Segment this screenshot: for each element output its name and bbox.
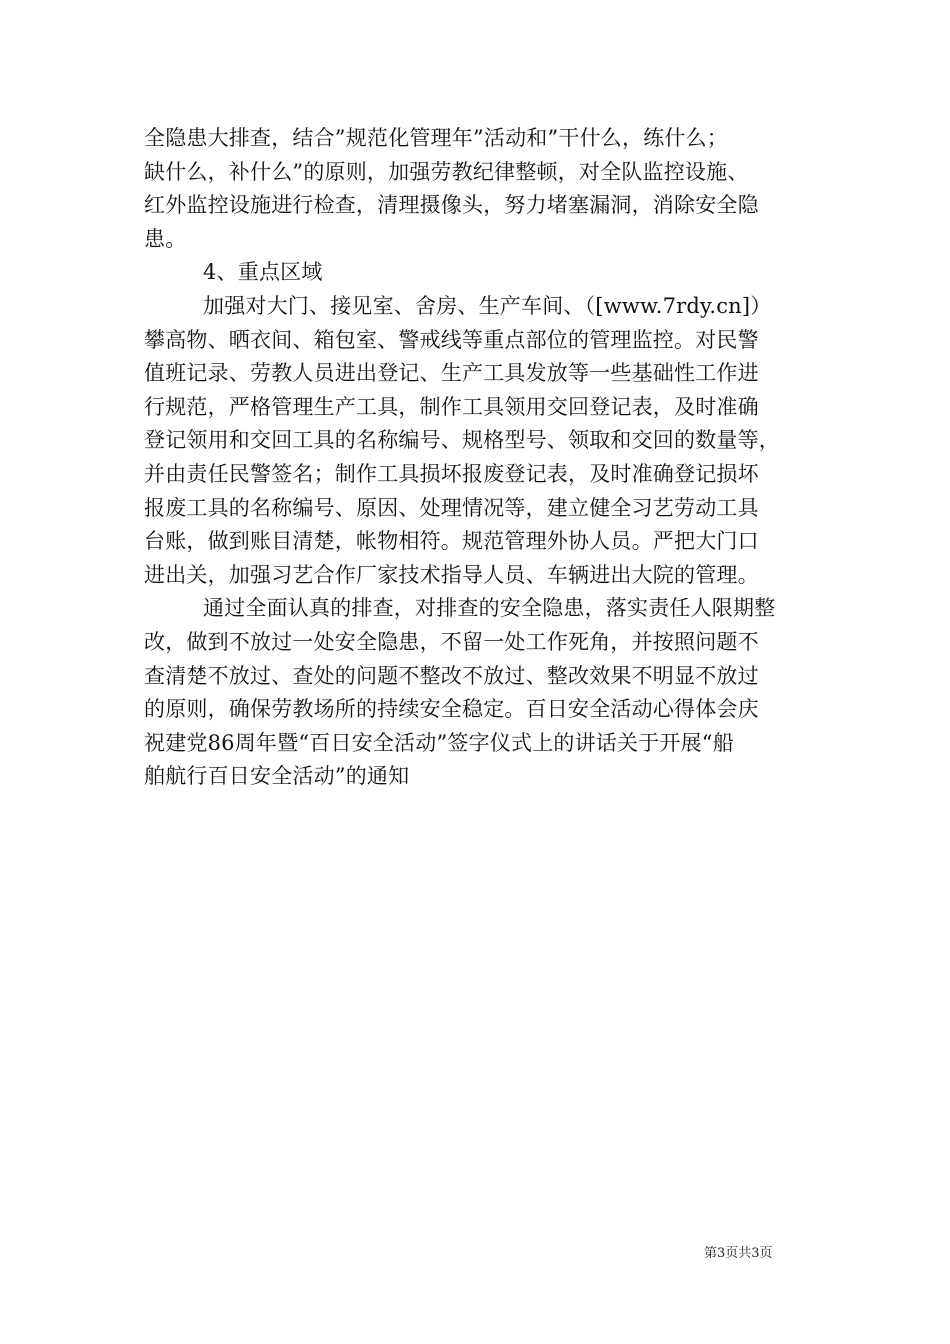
text-line-18: 的原则，确保劳教场所的持续安全稳定。百日安全活动心得体会庆 xyxy=(144,697,759,722)
text-line-17: 查清楚不放过、查处的问题不整改不放过、整改效果不明显不放过 xyxy=(144,663,759,688)
page-number: 第3页共3页 xyxy=(704,1246,773,1261)
text-line-19: 祝建党86周年暨“百日安全活动”签字仪式上的讲话关于开展“船 xyxy=(144,730,734,755)
text-line-8: 值班记录、劳教人员进出登记、生产工具发放等一些基础性工作进 xyxy=(144,361,759,386)
text-line-11: 并由责任民警签名；制作工具损坏报废登记表，及时准确登记损坏 xyxy=(144,461,759,486)
text-line-16: 改，做到不放过一处安全隐患，不留一处工作死角，并按照问题不 xyxy=(144,629,759,654)
text-line-4: 患。 xyxy=(144,226,187,251)
text-line-3: 红外监控设施进行检查，清理摄像头，努力堵塞漏洞，消除安全隐 xyxy=(144,193,759,218)
text-line-14: 进出关，加强习艺合作厂家技术指导人员、车辆进出大院的管理。 xyxy=(144,562,759,587)
text-line-13: 台账，做到账目清楚，帐物相符。规范管理外协人员。严把大门口 xyxy=(144,529,759,554)
text-line-1: 全隐患大排查，结合”规范化管理年”活动和”干什么，练什么； xyxy=(144,126,729,150)
text-line-10: 登记领用和交回工具的名称编号、规格型号、领取和交回的数量等， xyxy=(144,428,780,453)
text-line-2: 缺什么，补什么”的原则，加强劳教纪律整顿，对全队监控设施、 xyxy=(144,159,749,184)
text-line-6: 加强对大门、接见室、舍房、生产车间、（[www.7rdy.cn]） xyxy=(203,293,772,318)
section-heading: 4、重点区域 xyxy=(203,260,323,285)
text-line-15: 通过全面认真的排查，对排查的安全隐患，落实责任人限期整 xyxy=(203,596,776,621)
text-line-7: 攀高物、晒衣间、箱包室、警戒线等重点部位的管理监控。对民警 xyxy=(144,327,759,352)
document-body xyxy=(144,123,810,791)
text-line-9: 行规范，严格管理生产工具，制作工具领用交回登记表，及时准确 xyxy=(144,394,759,419)
text-line-12: 报废工具的名称编号、原因、处理情况等，建立健全习艺劳动工具 xyxy=(144,495,759,520)
text-line-20: 舶航行百日安全活动”的通知 xyxy=(144,764,410,789)
